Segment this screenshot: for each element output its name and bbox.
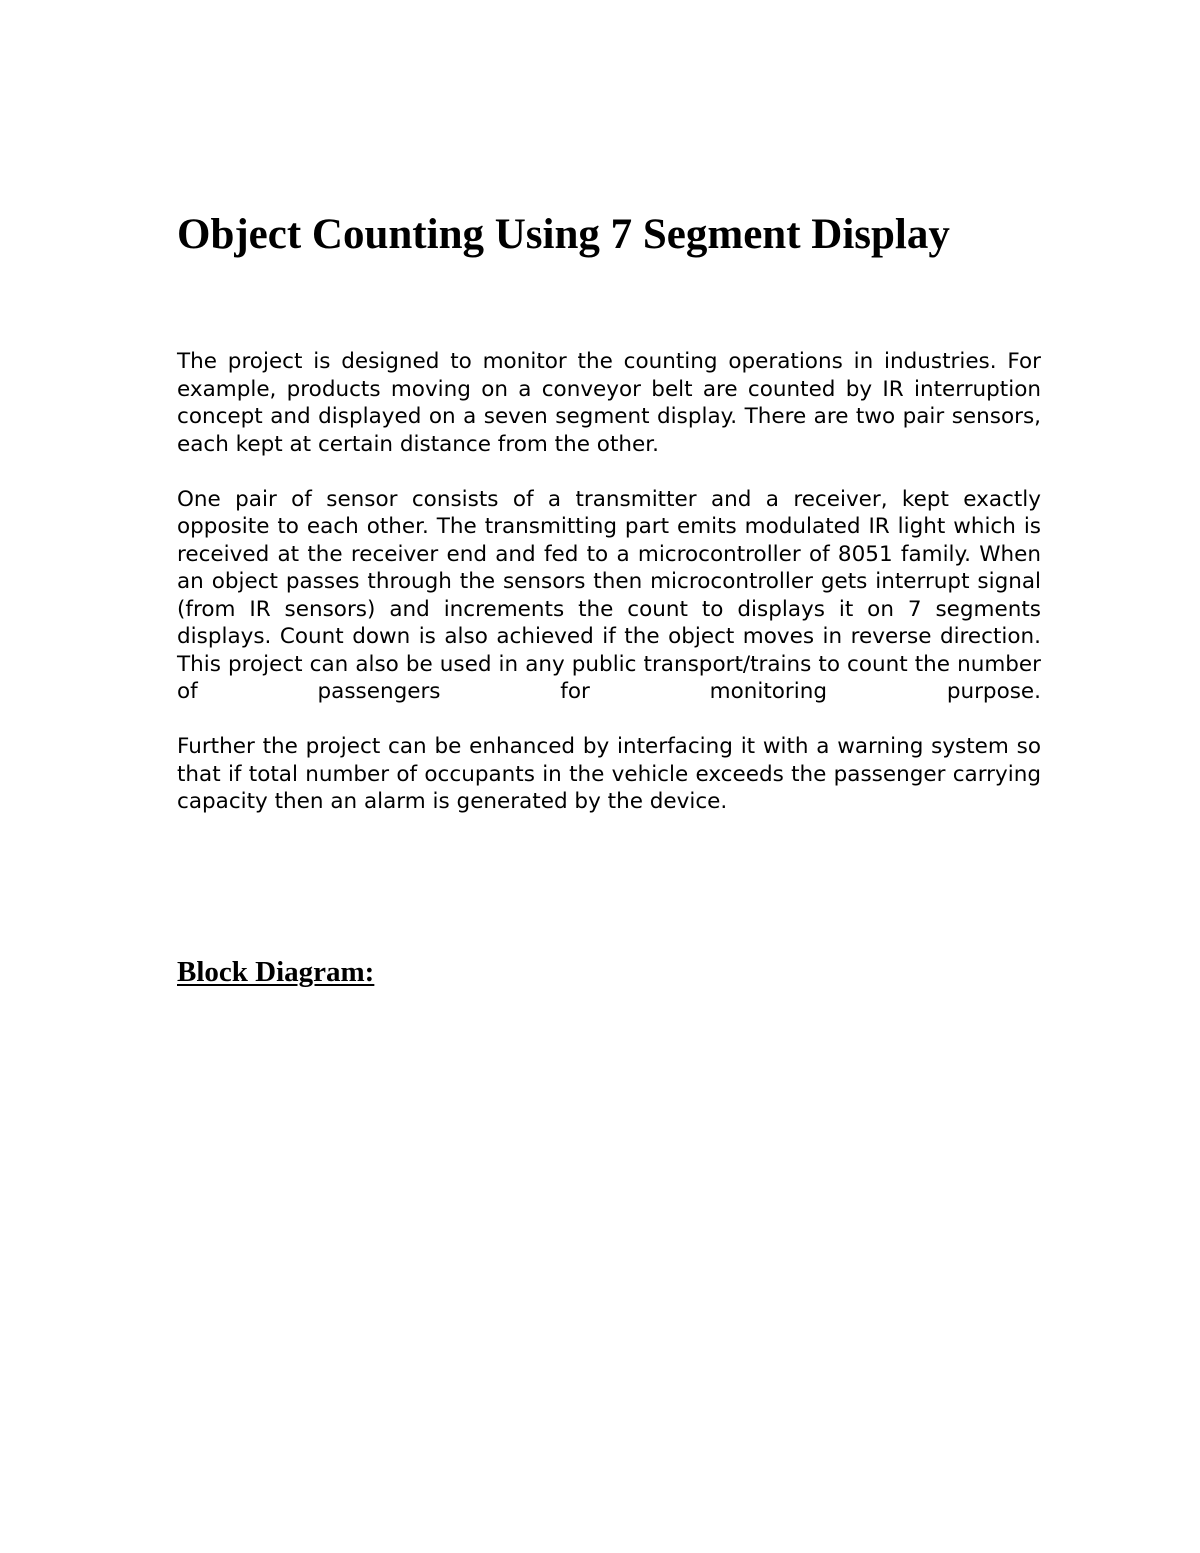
body-text bbox=[177, 348, 1041, 843]
paragraph-sensor-description: One pair of sensor consists of a transmitter and a receiver, kept exactly opposite to each other. The transmitting part emits modulated IR light which is received at the receiver end and fed to a microcontroller of 8051 family. When an object passes through the sensors then microcontroller gets interrupt signal (from IR sensors) and increments the count to displays it on 7 segments displays. Count down is also achieved if the object moves in reverse direction. This project can also be used in any public transport/trains to count the number of passengers for monitoring purpose. bbox=[177, 486, 1041, 704]
paragraph-intro: The project is designed to monitor the counting operations in industries. For example, products moving on a conveyor belt are counted by IR interruption concept and displayed on a seven segment display. There are two pair sensors, each kept at certain distance from the other. bbox=[177, 349, 1041, 457]
block-diagram-heading: Block Diagram: bbox=[177, 956, 375, 988]
paragraph-enhancement: Further the project can be enhanced by interfacing it with a warning system so that if total number of occupants in the vehicle exceeds the passenger carrying capacity then an alarm is generated by the device. bbox=[177, 734, 1041, 814]
page-title: Object Counting Using 7 Segment Display bbox=[177, 211, 950, 258]
